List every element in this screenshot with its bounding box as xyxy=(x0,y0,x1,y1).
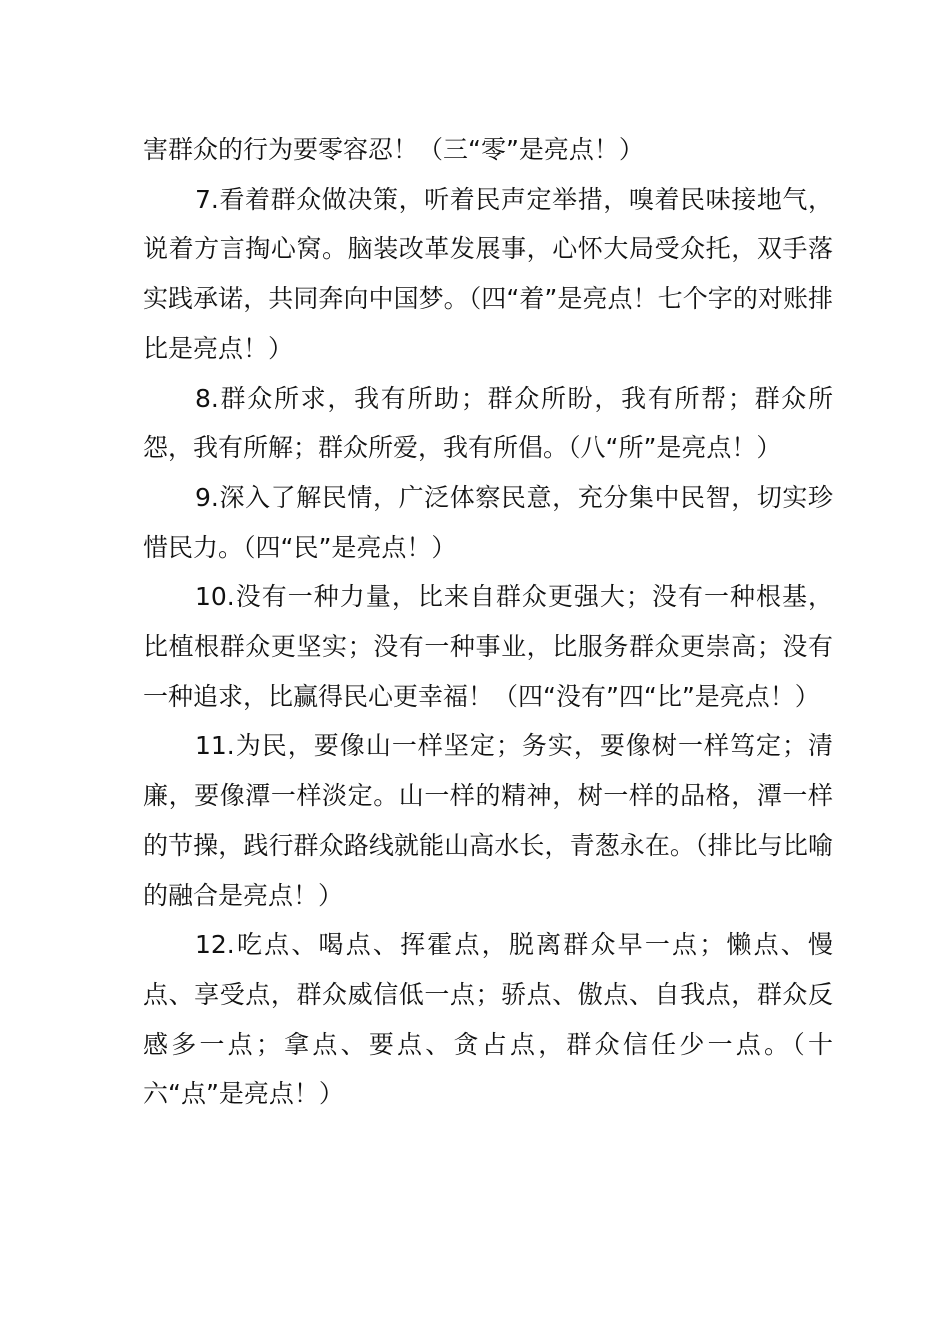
paragraph-item-12: 12.吃点、喝点、挥霍点，脱离群众早一点；懒点、慢点、享受点，群众威信低一点；骄点、傲点、自我点，群众反感多一点；拿点、要点、贪占点，群众信任少一点。（十六“点”是亮点！） xyxy=(143,930,833,1109)
paragraph-item-7: 7.看着群众做决策，听着民声定举措，嗅着民味接地气，说着方言掏心窝。脑装改革发展事，心怀大局受众托，双手落实践承诺，共同奔向中国梦。（四“着”是亮点！七个字的对账排比是亮点！） xyxy=(143,184,833,363)
document-body xyxy=(143,125,833,1119)
paragraph-item-8: 8.群众所求，我有所助；群众所盼，我有所帮；群众所怨，我有所解；群众所爱，我有所倡。（八“所”是亮点！） xyxy=(143,383,833,463)
paragraph-item-9: 9.深入了解民情，广泛体察民意，充分集中民智，切实珍惜民力。（四“民”是亮点！） xyxy=(143,482,833,562)
paragraph-item-11: 11.为民，要像山一样坚定；务实，要像树一样笃定；清廉，要像潭一样淡定。山一样的精神，树一样的品格，潭一样的节操，践行群众路线就能山高水长，青葱永在。（排比与比喻的融合是亮点！） xyxy=(143,731,833,910)
paragraph-continuation: 害群众的行为要零容忍！（三“零”是亮点！） xyxy=(143,135,644,164)
paragraph-item-10: 10.没有一种力量，比来自群众更强大；没有一种根基，比植根群众更坚实；没有一种事业，比服务群众更崇高；没有一种追求，比赢得民心更幸福！（四“没有”四“比”是亮点！） xyxy=(143,582,833,711)
